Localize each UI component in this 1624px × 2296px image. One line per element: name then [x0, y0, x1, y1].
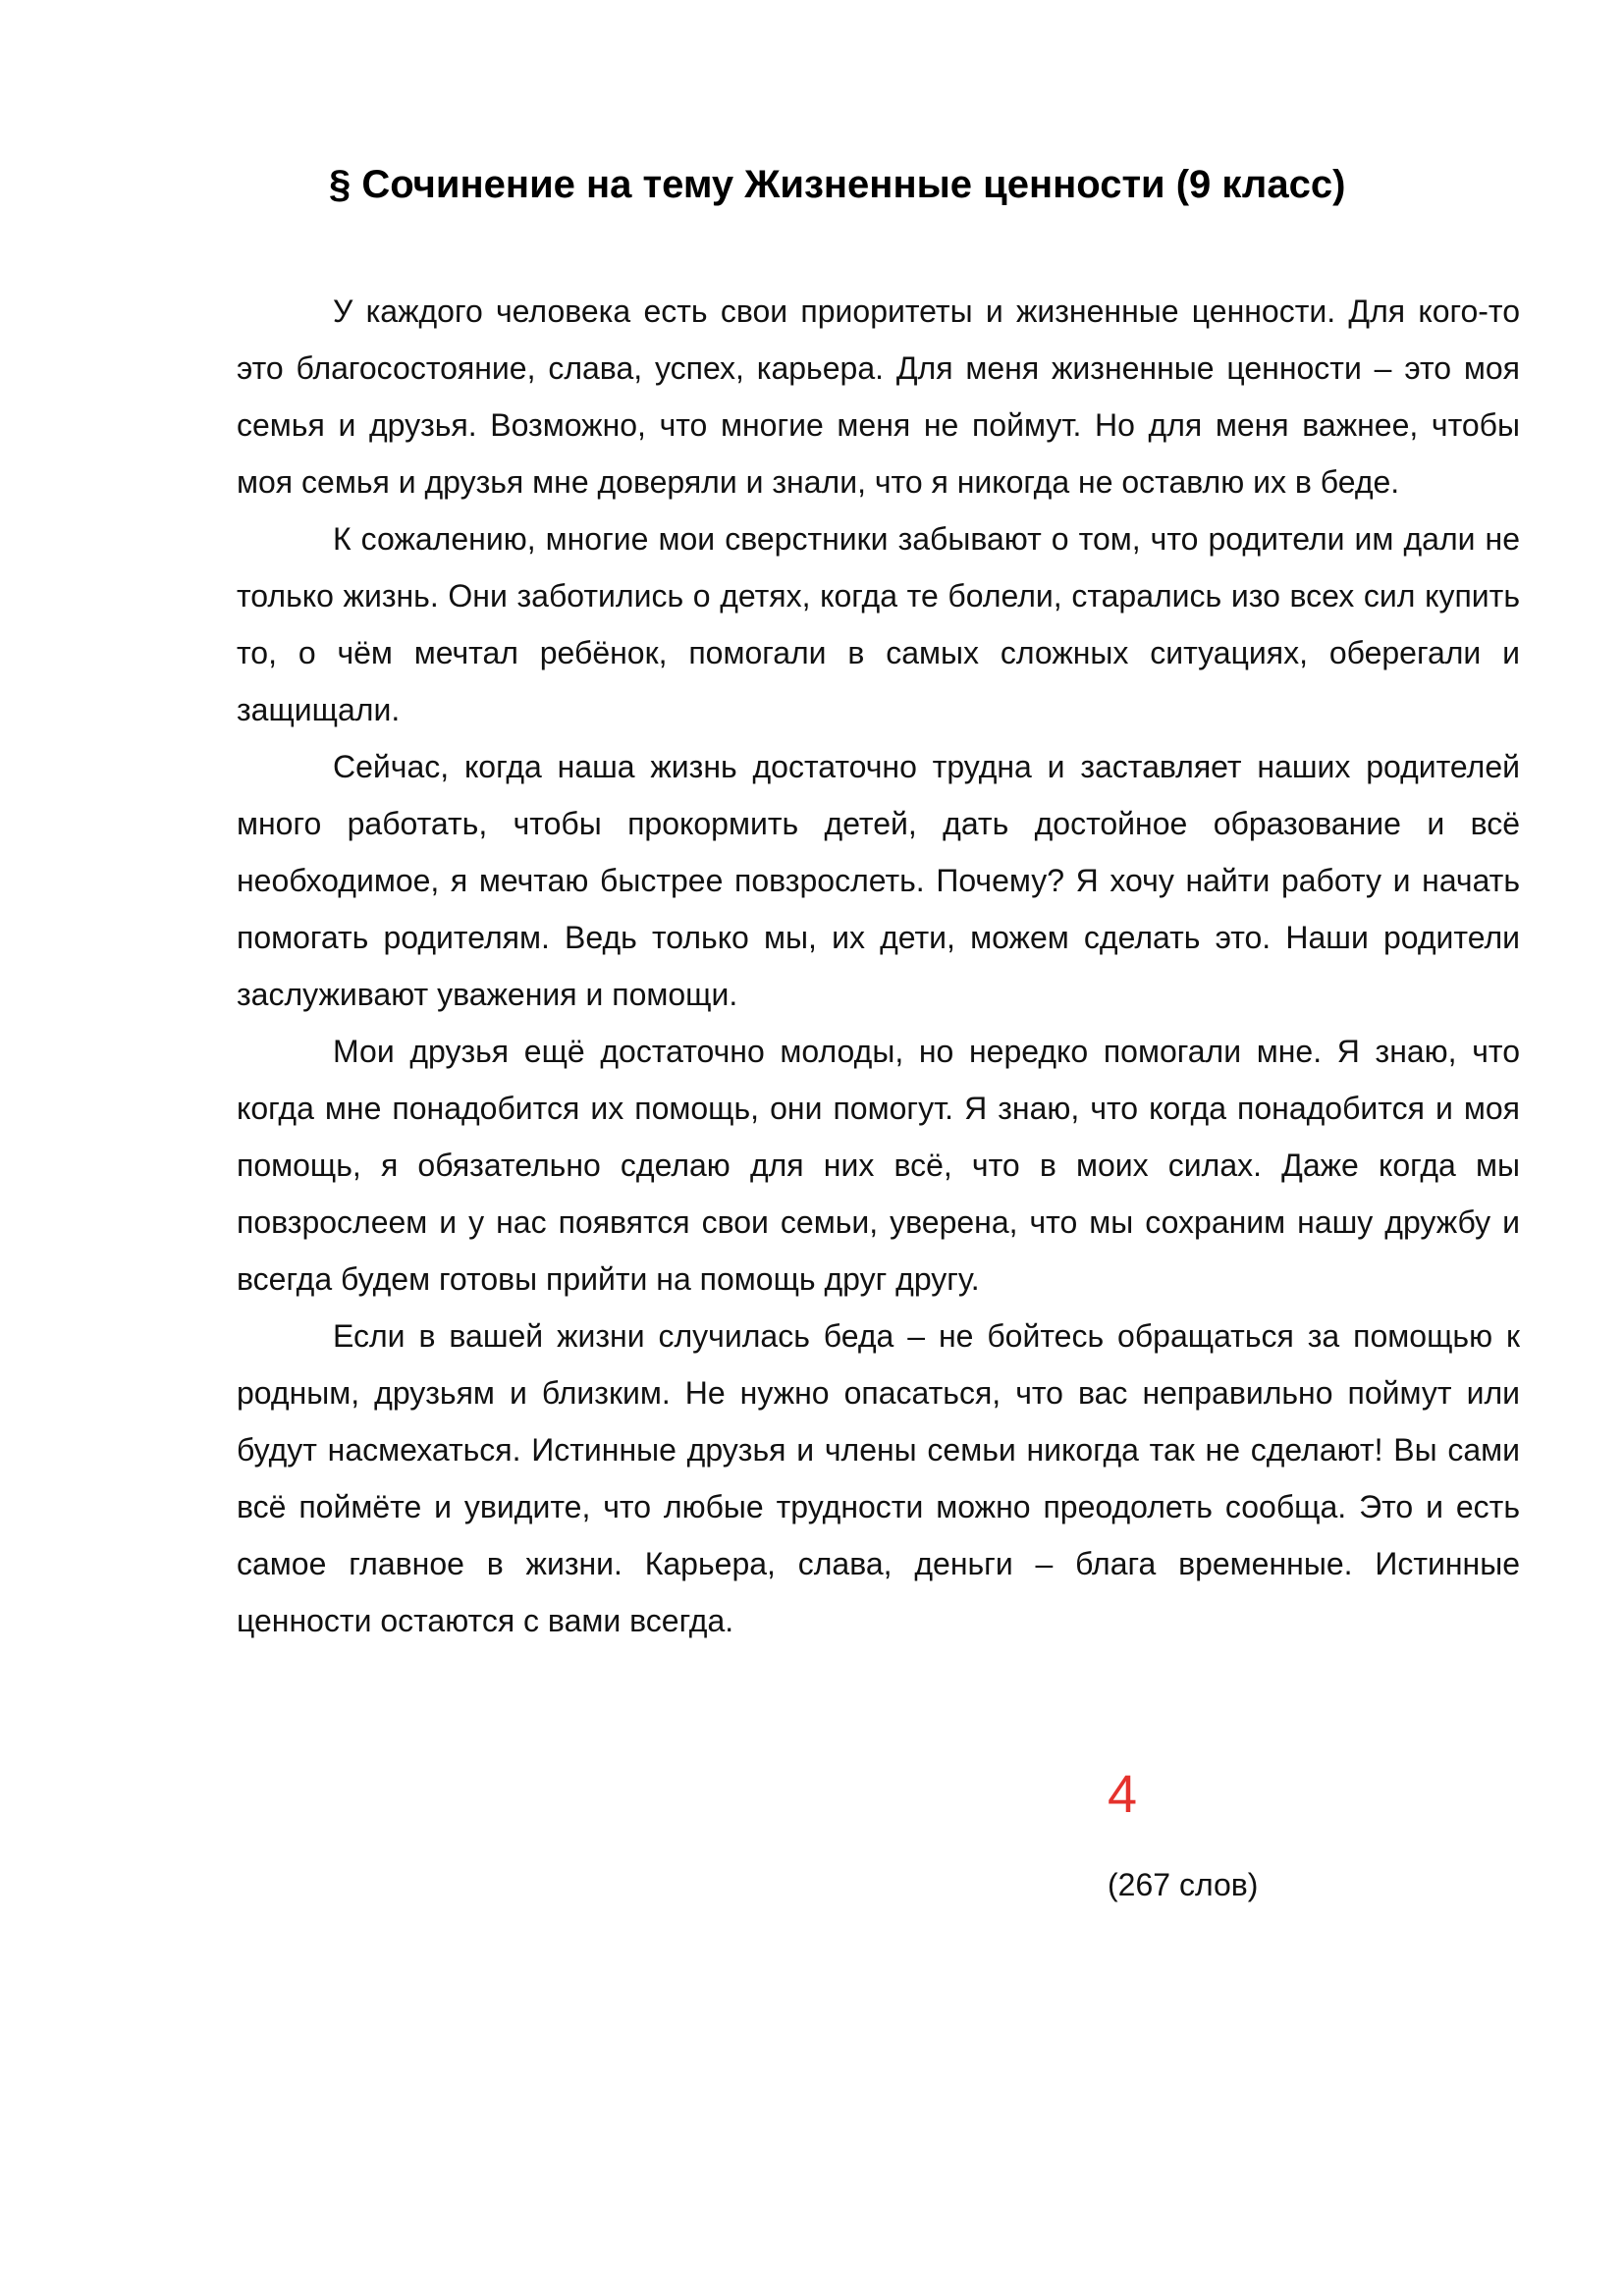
- grade-mark: 4: [1108, 1765, 1138, 1824]
- word-count: (267 слов): [1108, 1867, 1259, 1902]
- paragraph: Сейчас, когда наша жизнь достаточно трудна и заставляет наших родителей много работать, чтобы прокормить детей, дать достойное образование и всё необходимое, я мечтаю быстрее повзрослеть. Почему? Я хочу найти работу и начать помогать родителям. Ведь только мы, их дети, можем сделать это. Наши родители заслуживают уважения и помощи.: [237, 749, 1520, 1012]
- document-title: § Сочинение на тему Жизненные ценности (9 класс): [329, 163, 1346, 206]
- paragraph: У каждого человека есть свои приоритеты и жизненные ценности. Для кого-то это благосостояние, слава, успех, карьера. Для меня жизненные ценности – это моя семья и друзья. Возможно, что многие меня не поймут. Но для меня важнее, чтобы моя семья и друзья мне доверяли и знали, что я никогда не оставлю их в беде.: [237, 294, 1520, 500]
- paragraph: К сожалению, многие мои сверстники забывают о том, что родители им дали не только жизнь. Они заботились о детях, когда те болели, старались изо всех сил купить то, о чём мечтал ребёнок, помогали в самых сложных ситуациях, оберегали и защищали.: [237, 521, 1520, 727]
- paragraph: Если в вашей жизни случилась беда – не бойтесь обращаться за помощью к родным, друзьям и близким. Не нужно опасаться, что вас неправильно поймут или будут насмехаться. Истинные друзья и члены семьи никогда так не сделают! Вы сами всё поймёте и увидите, что любые трудности можно преодолеть сообща. Это и есть самое главное в жизни. Карьера, слава, деньги – блага временные. Истинные ценности остаются с вами всегда.: [237, 1318, 1520, 1638]
- essay-body: [237, 283, 1520, 1649]
- paragraph: Мои друзья ещё достаточно молоды, но нередко помогали мне. Я знаю, что когда мне понадобится их помощь, они помогут. Я знаю, что когда понадобится и моя помощь, я обязательно сделаю для них всё, что в моих силах. Даже когда мы повзрослеем и у нас появятся свои семьи, уверена, что мы сохраним нашу дружбу и всегда будем готовы прийти на помощь друг другу.: [237, 1034, 1520, 1297]
